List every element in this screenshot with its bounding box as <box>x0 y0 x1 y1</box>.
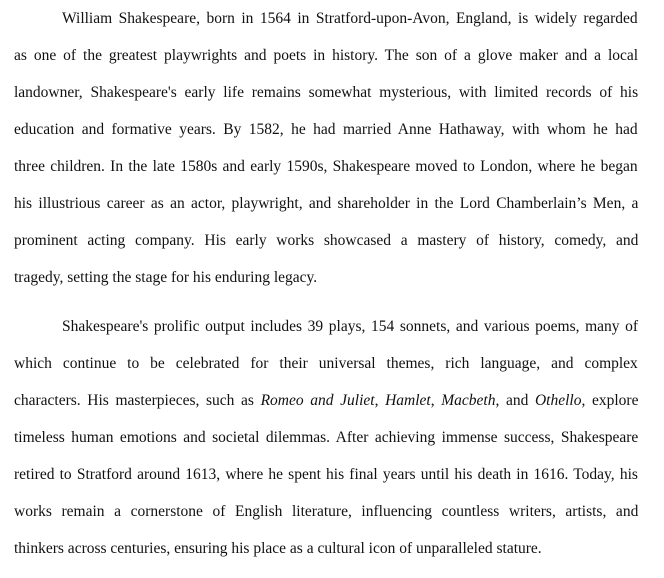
title-hamlet: Hamlet <box>385 392 431 409</box>
line-3-sep-2: , <box>430 392 442 409</box>
title-macbeth: Macbeth <box>441 392 496 409</box>
paragraph-2-line-5: retired to Stratford around 1613, where he spent his final years until his death in 1616. Today, his <box>14 466 638 483</box>
line-3-text-post: , explore <box>581 392 639 409</box>
paragraph-1-line-4: education and formative years. By 1582, he had married Anne Hathaway, with whom he had <box>14 121 638 138</box>
paragraph-2-line-3 <box>14 382 638 419</box>
paragraph-gap <box>14 296 638 308</box>
paragraph-1-line-7: prominent acting company. His early works showcased a mastery of history, comedy, and <box>14 232 639 249</box>
paragraph-1-line-1: William Shakespeare, born in 1564 in Stratford-upon-Avon, England, is widely regarded <box>62 10 638 27</box>
paragraph-1-line-5: three children. In the late 1580s and early 1590s, Shakespeare moved to London, where he began <box>14 158 638 175</box>
line-3-text-pre: characters. His masterpieces, such as <box>14 392 261 409</box>
line-3-sep-1: , <box>374 392 386 409</box>
document-page <box>14 0 638 567</box>
title-romeo-and-juliet: Romeo and Juliet <box>260 392 375 409</box>
paragraph-2-line-1: Shakespeare's prolific output includes 39 plays, 154 sonnets, and various poems, many of <box>62 318 639 335</box>
paragraph-2-line-4: timeless human emotions and societal dilemmas. After achieving immense success, Shakespeare <box>14 429 639 446</box>
paragraph-2-line-6: works remain a cornerstone of English literature, influencing countless writers, artists, and <box>14 503 639 520</box>
paragraph-2 <box>14 308 638 567</box>
paragraph-1 <box>14 0 638 296</box>
paragraph-1-line-3: landowner, Shakespeare's early life remains somewhat mysterious, with limited records of his <box>14 84 639 101</box>
line-3-sep-3: , and <box>495 392 535 409</box>
paragraph-1-line-6: his illustrious career as an actor, playwright, and shareholder in the Lord Chamberlain’s Men, a <box>14 195 639 212</box>
paragraph-2-line-2: which continue to be celebrated for their universal themes, rich language, and complex <box>14 355 638 372</box>
paragraph-2-line-7: thinkers across centuries, ensuring his place as a cultural icon of unparalleled stature. <box>14 540 542 557</box>
title-othello: Othello <box>534 392 582 409</box>
paragraph-1-line-2: as one of the greatest playwrights and poets in history. The son of a glove maker and a local <box>14 47 639 64</box>
paragraph-1-line-8: tragedy, setting the stage for his enduring legacy. <box>14 269 318 286</box>
